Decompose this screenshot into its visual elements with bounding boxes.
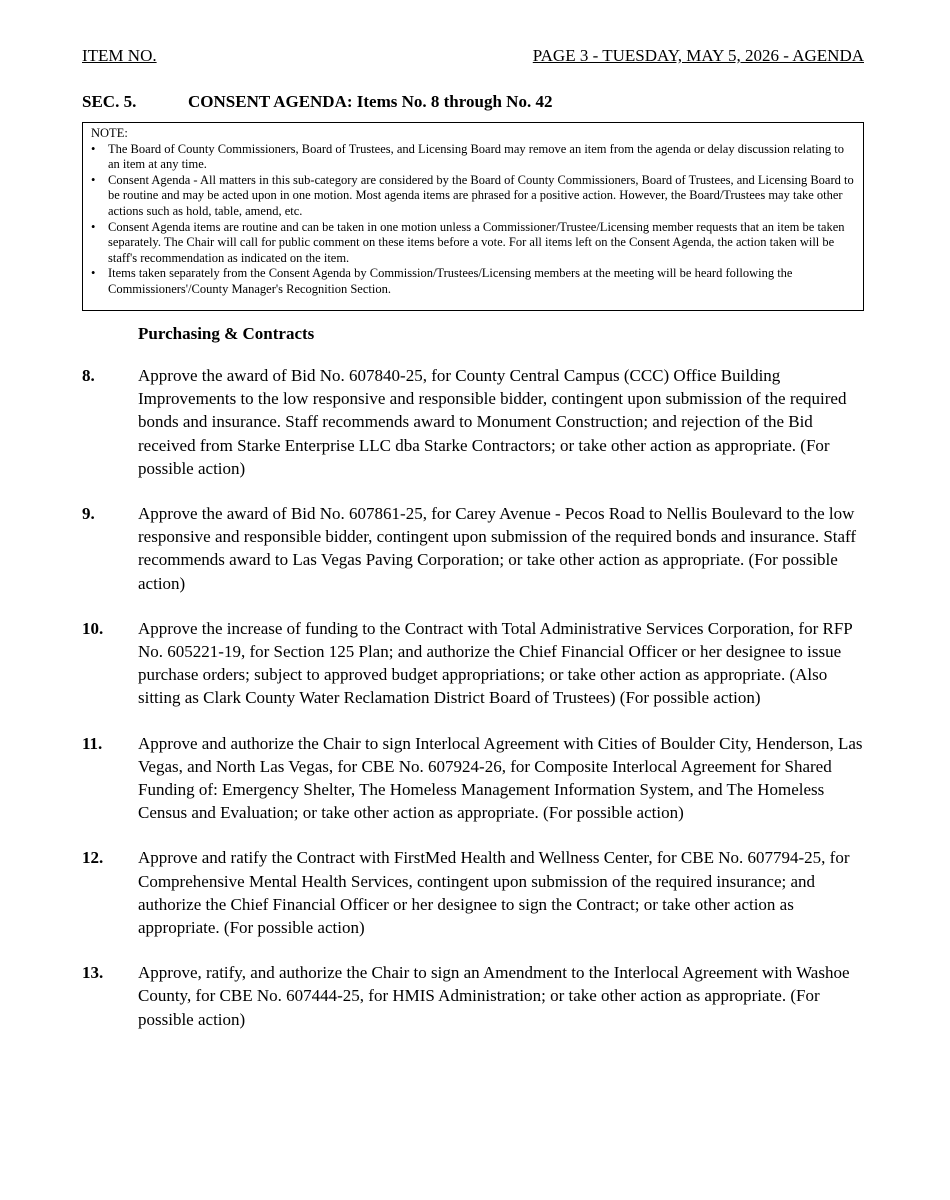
bullet-icon: • (91, 141, 96, 156)
note-item (91, 173, 856, 220)
note-item-text: Consent Agenda - All matters in this sub-category are considered by the Board of County Commissioners, Board of Trustees, and Licensing Board to be routine and may be acted upon in one motion. Most agenda items are phrased for a positive action. However, the Board/Trustees may take other actions such as hold, table, amend, etc. (108, 172, 854, 218)
page-header (82, 46, 864, 66)
bullet-icon: • (91, 219, 96, 234)
agenda-item (82, 732, 872, 825)
item-number: 12. (82, 848, 104, 868)
note-item (91, 220, 856, 267)
note-item (91, 266, 856, 297)
page-date-label: PAGE 3 - TUESDAY, MAY 5, 2026 - AGENDA (532, 46, 864, 65)
note-box (82, 122, 864, 311)
agenda-item (82, 961, 872, 1031)
section-number: SEC. 5. (82, 92, 137, 111)
agenda-item (82, 846, 872, 939)
bullet-icon: • (91, 266, 96, 281)
item-number: 8. (82, 366, 95, 385)
agenda-item (82, 617, 872, 710)
agenda-item (82, 364, 872, 480)
agenda-item (82, 502, 872, 595)
note-title: NOTE: (91, 126, 128, 140)
item-text: Approve and authorize the Chair to sign Interlocal Agreement with Cities of Boulder City, Henderson, Las Vegas, and North Las Vegas, for CBE No. 607924-26, for Composite Interlocal Agreement for Shared Funding of: Emergency Shelter, The Homeless Management Information System, and The Homeless Census and Evaluation; or take other action as appropriate. (For possible action) (138, 733, 863, 823)
note-item-text: Items taken separately from the Consent Agenda by Commission/Trustees/Licensing members at the meeting will be heard following the Commissioners'/County Manager's Recognition Section. (108, 266, 793, 296)
section-title: CONSENT AGENDA: Items No. 8 through No. 42 (188, 92, 553, 111)
section-heading (82, 92, 552, 112)
note-item (91, 142, 856, 173)
item-number: 10. (82, 618, 104, 638)
note-item-text: Consent Agenda items are routine and can be taken in one motion unless a Commissioner/Trustee/Licensing member requests that an item be taken separately. The Chair will call for public comment on these items before a vote. For all items left on the Consent Agenda, the action taken will be staff's recommendation as indicated on the item. (108, 219, 845, 265)
item-text: Approve and ratify the Contract with FirstMed Health and Wellness Center, for CBE No. 607794-25, for Comprehensive Mental Health Services, contingent upon submission of the required insurance; and authorize the Chief Financial Officer or her designee to sign the Contract; or take other action as appropriate. (For possible action) (138, 848, 850, 938)
item-text: Approve the award of Bid No. 607861-25, for Carey Avenue - Pecos Road to Nellis Boulevard to the low responsive and responsible bidder, contingent upon submission of the required bonds and insurance. Staff recommends award to Las Vegas Paving Corporation; or take other action as appropriate. (For possible action) (138, 504, 857, 593)
item-number: 9. (82, 504, 95, 524)
subsection-heading: Purchasing & Contracts (138, 324, 315, 343)
agenda-items (82, 364, 872, 1053)
item-no-label: ITEM NO. (82, 46, 157, 65)
note-item-text: The Board of County Commissioners, Board of Trustees, and Licensing Board may remove an item from the agenda or delay discussion relating to an item at any time. (108, 141, 844, 172)
item-number: 13. (82, 963, 104, 983)
item-text: Approve, ratify, and authorize the Chair to sign an Amendment to the Interlocal Agreement with Washoe County, for CBE No. 607444-25, for HMIS Administration; or take other action as appropriate. (For possible action) (138, 963, 850, 1029)
item-text: Approve the increase of funding to the Contract with Total Administrative Services Corporation, for RFP No. 605221-19, for Section 125 Plan; and authorize the Chief Financial Officer or her designee to issue purchase orders; subject to approved budget appropriations; or take other action as appropriate. (Also sitting as Clark County Water Reclamation District Board of Trustees) (For possible action) (138, 618, 853, 708)
bullet-icon: • (91, 172, 96, 187)
item-number: 11. (82, 733, 103, 753)
item-text: Approve the award of Bid No. 607840-25, for County Central Campus (CCC) Office Building Improvements to the low responsive and responsible bidder, contingent upon submission of the required bonds and insurance. Staff recommends award to Monument Construction; and rejection of the Bid received from Starke Enterprise LLC dba Starke Contractors; or take other action as appropriate. (For possible action) (138, 366, 847, 478)
